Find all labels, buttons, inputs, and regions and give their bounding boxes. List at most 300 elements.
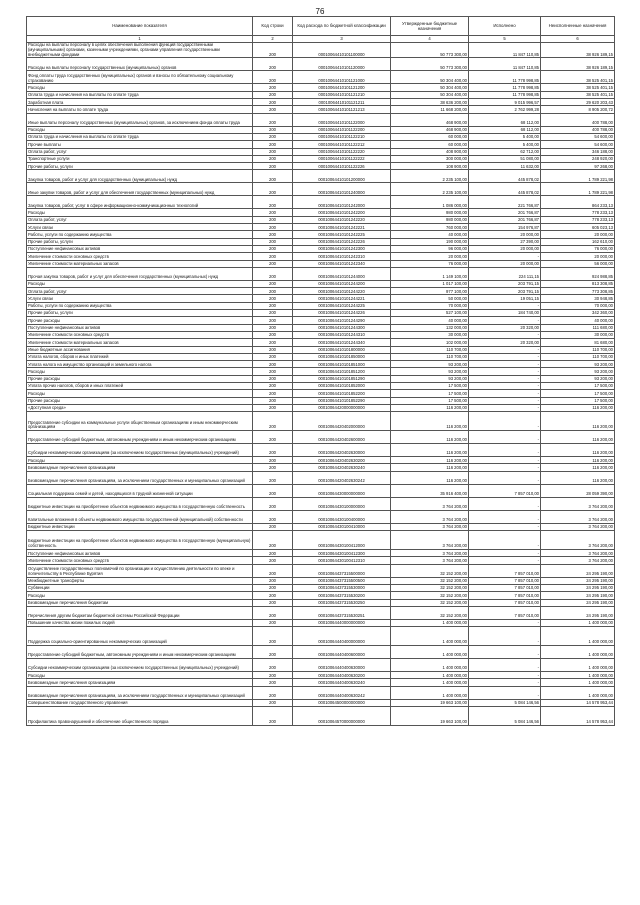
row-executed: - xyxy=(469,457,541,464)
row-remaining: 1 789 221,98 xyxy=(541,183,615,196)
row-approved: 50 000,00 xyxy=(391,295,469,302)
row-executed: - xyxy=(469,368,541,375)
row-approved: 17 500,00 xyxy=(391,382,469,389)
row-executed: - xyxy=(469,619,541,626)
row-remaining: 116 200,00 xyxy=(541,412,615,431)
row-approved: 76 000,00 xyxy=(391,260,469,267)
row-executed: 27 390,00 xyxy=(469,238,541,245)
row-classification-code: 00010064430000000000 xyxy=(293,484,391,497)
row-executed: - xyxy=(469,404,541,411)
row-executed: 7 857 010,00 xyxy=(469,577,541,584)
row-executed: - xyxy=(469,627,541,646)
row-executed: 5 400,00 xyxy=(469,133,541,140)
table-row xyxy=(27,196,615,209)
row-classification-code: 00010064410101242000 xyxy=(293,196,391,209)
row-remaining: 97 268,00 xyxy=(541,163,615,170)
budget-execution-table xyxy=(26,16,615,726)
table-row xyxy=(27,375,615,382)
row-classification-code: 00010064440400630242 xyxy=(293,686,391,699)
row-approved: 110 700,00 xyxy=(391,353,469,360)
row-approved: 2 235 100,00 xyxy=(391,183,469,196)
table-row xyxy=(27,324,615,331)
row-classification-code: 00010064410101122200 xyxy=(293,126,391,133)
row-approved: 32 152 200,00 xyxy=(391,592,469,599)
row-classification-code: 00010064410101122210 xyxy=(293,133,391,140)
row-name: Капитальные вложения в объекты недвижимого имущества государственной (муниципальной) собственности xyxy=(27,510,253,523)
row-executed: 51 080,00 xyxy=(469,155,541,162)
row-executed: - xyxy=(469,431,541,444)
table-row xyxy=(27,302,615,309)
row-executed: - xyxy=(469,382,541,389)
row-executed: - xyxy=(469,331,541,338)
row-name: Закупка товаров, работ, услуг в сфере информационно-коммуникационных технологий xyxy=(27,196,253,209)
table-row xyxy=(27,99,615,106)
row-remaining: 110 700,00 xyxy=(541,346,615,353)
row-remaining: 778 233,13 xyxy=(541,209,615,216)
row-classification-code: 00010064430100000000 xyxy=(293,497,391,510)
row-remaining: 1 400 000,00 xyxy=(541,679,615,686)
row-executed: 201 766,87 xyxy=(469,209,541,216)
row-line-code: 200 xyxy=(253,339,293,346)
row-name: Безвозмездные перечисления организациям, за исключением государственных и муниципальных организаций xyxy=(27,686,253,699)
row-classification-code: 00010064410101242225 xyxy=(293,231,391,238)
table-row xyxy=(27,280,615,287)
row-approved: 11 668 200,00 xyxy=(391,106,469,113)
row-name: Прочие работы, услуги xyxy=(27,310,253,317)
row-line-code: 200 xyxy=(253,209,293,216)
row-line-code: 200 xyxy=(253,606,293,619)
row-remaining: 1 400 000,00 xyxy=(541,646,615,659)
row-remaining: 924 988,85 xyxy=(541,267,615,280)
row-remaining: 30 000,00 xyxy=(541,331,615,338)
row-remaining: 76 000,00 xyxy=(541,245,615,252)
row-remaining: 38 926 189,15 xyxy=(541,43,615,58)
row-classification-code: 00010064437315530251 xyxy=(293,606,391,619)
table-row xyxy=(27,231,615,238)
row-classification-code: 00010064410101244290 xyxy=(293,317,391,324)
row-line-code: 200 xyxy=(253,699,293,706)
row-classification-code: 00010064410101242221 xyxy=(293,224,391,231)
row-approved: 32 152 200,00 xyxy=(391,564,469,577)
table-row xyxy=(27,346,615,353)
table-row xyxy=(27,126,615,133)
row-name: Иные бюджетные ассигнования xyxy=(27,346,253,353)
row-remaining: 17 500,00 xyxy=(541,390,615,397)
row-classification-code: 00010064410101122212 xyxy=(293,141,391,148)
row-approved: 1 400 000,00 xyxy=(391,627,469,646)
row-classification-code: 00010064440400630240 xyxy=(293,679,391,686)
row-approved: 40 000,00 xyxy=(391,231,469,238)
row-classification-code: 00010064437315500500 xyxy=(293,577,391,584)
row-line-code: 200 xyxy=(253,431,293,444)
row-line-code: 200 xyxy=(253,267,293,280)
row-line-code: 200 xyxy=(253,245,293,252)
row-executed: - xyxy=(469,253,541,260)
row-classification-code: 00010064430100412000 xyxy=(293,531,391,550)
table-row xyxy=(27,106,615,113)
row-classification-code: 00010064410101242200 xyxy=(293,209,391,216)
row-executed: 5 084 146,56 xyxy=(469,707,541,726)
row-approved: 32 152 200,00 xyxy=(391,577,469,584)
row-remaining: 813 308,85 xyxy=(541,280,615,287)
row-approved: 102 000,00 xyxy=(391,339,469,346)
row-approved: 17 500,00 xyxy=(391,397,469,404)
row-line-code: 200 xyxy=(253,659,293,672)
row-executed: 7 857 010,00 xyxy=(469,606,541,619)
row-line-code: 200 xyxy=(253,295,293,302)
row-executed: - xyxy=(469,686,541,699)
row-executed: - xyxy=(469,317,541,324)
table-row xyxy=(27,592,615,599)
row-executed: 7 857 010,00 xyxy=(469,592,541,599)
row-approved: 190 000,00 xyxy=(391,238,469,245)
row-approved: 93 200,00 xyxy=(391,368,469,375)
row-classification-code: 00010064410101244220 xyxy=(293,288,391,295)
table-body xyxy=(27,43,615,726)
row-classification-code: 00010064410101800000 xyxy=(293,346,391,353)
row-executed: 19 051,15 xyxy=(469,295,541,302)
row-approved: 980 000,00 xyxy=(391,209,469,216)
row-approved: 19 663 100,00 xyxy=(391,699,469,706)
table-row xyxy=(27,382,615,389)
table-row xyxy=(27,497,615,510)
row-remaining: 116 200,00 xyxy=(541,457,615,464)
row-classification-code: 00010064437315530200 xyxy=(293,592,391,599)
row-remaining: 111 680,00 xyxy=(541,324,615,331)
table-row xyxy=(27,163,615,170)
row-approved: 30 000,00 xyxy=(391,331,469,338)
row-name: Прочие работы, услуги xyxy=(27,163,253,170)
row-classification-code: 00010064437315530250 xyxy=(293,599,391,606)
row-line-code: 200 xyxy=(253,619,293,626)
row-line-code: 200 xyxy=(253,317,293,324)
row-approved: 1 086 000,00 xyxy=(391,196,469,209)
row-classification-code: 00010064410101244221 xyxy=(293,295,391,302)
row-line-code: 200 xyxy=(253,368,293,375)
row-name: Совершенствование государственного управления xyxy=(27,699,253,706)
table-row xyxy=(27,404,615,411)
row-name: Поддержка социально-ориентированных некоммерческих организаций xyxy=(27,627,253,646)
row-executed: 7 857 010,00 xyxy=(469,484,541,497)
row-executed: 221 766,87 xyxy=(469,196,541,209)
row-name: Прочие выплаты xyxy=(27,141,253,148)
row-line-code: 200 xyxy=(253,577,293,584)
row-remaining: 248 920,00 xyxy=(541,155,615,162)
table-row xyxy=(27,390,615,397)
table-row xyxy=(27,550,615,557)
header-approved: Утвержденные бюджетные назначения xyxy=(391,17,469,36)
row-approved: 108 900,00 xyxy=(391,163,469,170)
row-approved: 3 764 200,00 xyxy=(391,531,469,550)
table-row xyxy=(27,113,615,126)
row-name: Оплата работ, услуг xyxy=(27,216,253,223)
row-remaining: 110 700,00 xyxy=(541,353,615,360)
row-name: Работы, услуги по содержанию имущества xyxy=(27,231,253,238)
row-name: Расходы на выплаты персоналу в целях обеспечения выполнения функций государственными (муниципальными) органами, казенными учреждениями, органами управления государственными внебюджетными фондами xyxy=(27,43,253,58)
table-row xyxy=(27,523,615,530)
column-number: 3 xyxy=(293,36,391,43)
row-line-code: 200 xyxy=(253,163,293,170)
row-executed: 445 878,02 xyxy=(469,183,541,196)
row-remaining: 81 680,00 xyxy=(541,339,615,346)
table-row xyxy=(27,397,615,404)
row-executed: 203 791,15 xyxy=(469,280,541,287)
row-name: Межбюджетные трансферты xyxy=(27,577,253,584)
row-remaining: 1 400 000,00 xyxy=(541,627,615,646)
row-approved: 116 200,00 xyxy=(391,444,469,457)
row-executed: - xyxy=(469,531,541,550)
row-executed: - xyxy=(469,659,541,672)
row-executed: 11 778 998,85 xyxy=(469,84,541,91)
row-remaining: 38 525 401,15 xyxy=(541,71,615,84)
row-approved: 3 764 200,00 xyxy=(391,510,469,523)
row-line-code: 200 xyxy=(253,331,293,338)
row-line-code: 200 xyxy=(253,260,293,267)
row-line-code: 200 xyxy=(253,457,293,464)
row-executed: 184 740,00 xyxy=(469,310,541,317)
row-line-code: 200 xyxy=(253,43,293,58)
row-remaining: 20 000,00 xyxy=(541,231,615,238)
row-line-code: 200 xyxy=(253,550,293,557)
row-classification-code: 00010064410101242220 xyxy=(293,216,391,223)
row-approved: 50 304 400,00 xyxy=(391,84,469,91)
table-row xyxy=(27,464,615,471)
row-remaining: 342 360,00 xyxy=(541,310,615,317)
row-approved: 3 764 200,00 xyxy=(391,497,469,510)
row-line-code: 200 xyxy=(253,672,293,679)
table-row xyxy=(27,361,615,368)
row-line-code: 200 xyxy=(253,464,293,471)
row-line-code: 200 xyxy=(253,346,293,353)
row-name: Оплата труда и начисления на выплаты по оплате труда xyxy=(27,91,253,98)
row-classification-code: 00010064410101122000 xyxy=(293,113,391,126)
row-approved: 50 773 300,00 xyxy=(391,58,469,71)
row-classification-code: 00010064410101244300 xyxy=(293,324,391,331)
row-approved: 110 700,00 xyxy=(391,346,469,353)
row-line-code: 200 xyxy=(253,564,293,577)
row-line-code: 200 xyxy=(253,531,293,550)
row-classification-code: 00010064410101100000 xyxy=(293,43,391,58)
row-name: Субвенции xyxy=(27,584,253,591)
row-line-code: 200 xyxy=(253,148,293,155)
row-name: Увеличение стоимости основных средств xyxy=(27,253,253,260)
row-approved: 116 200,00 xyxy=(391,412,469,431)
row-remaining: 24 295 190,00 xyxy=(541,584,615,591)
row-approved: 116 200,00 xyxy=(391,404,469,411)
row-name: Прочие расходы xyxy=(27,397,253,404)
row-remaining: 3 764 200,00 xyxy=(541,523,615,530)
row-line-code: 200 xyxy=(253,361,293,368)
row-name: Субсидии некоммерческим организациям (за исключением государственных (муниципальных) учреждений) xyxy=(27,444,253,457)
table-row xyxy=(27,557,615,564)
row-classification-code: 00010064410101244226 xyxy=(293,310,391,317)
row-line-code: 200 xyxy=(253,231,293,238)
column-number-row xyxy=(27,36,615,43)
row-remaining: 30 948,85 xyxy=(541,295,615,302)
table-row xyxy=(27,224,615,231)
row-executed: - xyxy=(469,390,541,397)
row-line-code: 200 xyxy=(253,310,293,317)
row-remaining: 3 764 200,00 xyxy=(541,550,615,557)
row-approved: 17 500,00 xyxy=(391,390,469,397)
table-row xyxy=(27,577,615,584)
table-row xyxy=(27,510,615,523)
row-name: Расходы на выплаты персоналу государственных (муниципальных) органов xyxy=(27,58,253,71)
row-classification-code: 00010064430100412300 xyxy=(293,550,391,557)
row-approved: 3 764 200,00 xyxy=(391,523,469,530)
row-name: Оплата труда и начисления на выплаты по оплате труда xyxy=(27,133,253,140)
row-name: Прочие работы, услуги xyxy=(27,238,253,245)
table-row xyxy=(27,170,615,183)
row-line-code: 200 xyxy=(253,584,293,591)
table-row xyxy=(27,599,615,606)
row-name: Предоставление субсидий бюджетным, автономным учреждениям и иным некоммерческим организациям xyxy=(27,431,253,444)
row-approved: 408 900,00 xyxy=(391,148,469,155)
table-row xyxy=(27,679,615,686)
row-approved: 468 900,00 xyxy=(391,113,469,126)
table-row xyxy=(27,133,615,140)
row-line-code: 200 xyxy=(253,155,293,162)
row-classification-code: 00010064420402630240 xyxy=(293,464,391,471)
row-remaining: 24 295 190,00 xyxy=(541,577,615,584)
row-line-code: 200 xyxy=(253,471,293,484)
row-name: Прочие расходы xyxy=(27,317,253,324)
row-remaining: 346 188,00 xyxy=(541,148,615,155)
row-approved: 60 000,00 xyxy=(391,141,469,148)
row-remaining: 864 233,13 xyxy=(541,196,615,209)
row-executed: 7 857 010,00 xyxy=(469,564,541,577)
page-number: 76 xyxy=(315,7,325,16)
table-row xyxy=(27,155,615,162)
row-approved: 32 152 200,00 xyxy=(391,599,469,606)
table-row xyxy=(27,484,615,497)
table-row xyxy=(27,84,615,91)
row-approved: 38 636 200,00 xyxy=(391,99,469,106)
row-remaining: 38 525 401,15 xyxy=(541,84,615,91)
row-name: Закупка товаров, работ и услуг для государственных (муниципальных) нужд xyxy=(27,170,253,183)
table-row xyxy=(27,619,615,626)
table-row xyxy=(27,209,615,216)
row-executed: - xyxy=(469,302,541,309)
row-remaining: 605 023,13 xyxy=(541,224,615,231)
table-row xyxy=(27,584,615,591)
row-classification-code: 00010064440400000000 xyxy=(293,627,391,646)
row-remaining: 116 200,00 xyxy=(541,431,615,444)
row-name: «Доступная среда» xyxy=(27,404,253,411)
row-classification-code: 00010064410101240000 xyxy=(293,183,391,196)
row-line-code: 200 xyxy=(253,224,293,231)
row-classification-code: 00010064410101242226 xyxy=(293,238,391,245)
row-name: Уплата налога на имущество организаций и земельного налога xyxy=(27,361,253,368)
row-executed: - xyxy=(469,464,541,471)
row-line-code: 200 xyxy=(253,253,293,260)
row-name: Расходы xyxy=(27,390,253,397)
row-remaining: 54 600,00 xyxy=(541,133,615,140)
row-classification-code: 00010064440000000000 xyxy=(293,619,391,626)
row-approved: 527 100,00 xyxy=(391,310,469,317)
table-row xyxy=(27,183,615,196)
row-name: Заработная плата xyxy=(27,99,253,106)
row-name: Бюджетные инвестиции xyxy=(27,523,253,530)
row-approved: 32 152 200,00 xyxy=(391,584,469,591)
row-name: Оплата работ, услуг xyxy=(27,148,253,155)
header-indicator-name: Наименование показателя xyxy=(27,17,253,36)
row-approved: 1 400 000,00 xyxy=(391,679,469,686)
row-executed: - xyxy=(469,444,541,457)
row-executed: 20 320,00 xyxy=(469,339,541,346)
row-name: Уплата прочих налогов, сборов и иных платежей xyxy=(27,382,253,389)
row-classification-code: 00010064410101122226 xyxy=(293,163,391,170)
table-row xyxy=(27,412,615,431)
row-remaining: 778 233,13 xyxy=(541,216,615,223)
row-name: Предоставление субсидий бюджетным, автономным учреждениям и иным некоммерческим организациям xyxy=(27,646,253,659)
table-row xyxy=(27,606,615,619)
row-classification-code: 00010064410101244225 xyxy=(293,302,391,309)
row-name: Увеличение стоимости основных средств xyxy=(27,557,253,564)
row-classification-code: 00010064410101122220 xyxy=(293,148,391,155)
row-name: Безвозмездные перечисления организациям xyxy=(27,464,253,471)
row-approved: 977 100,00 xyxy=(391,288,469,295)
row-remaining: 17 500,00 xyxy=(541,382,615,389)
row-classification-code: 00010064410101850000 xyxy=(293,353,391,360)
row-approved: 70 000,00 xyxy=(391,302,469,309)
row-approved: 1 149 100,00 xyxy=(391,267,469,280)
row-classification-code: 00010064420402600000 xyxy=(293,431,391,444)
row-executed: 201 766,87 xyxy=(469,216,541,223)
row-executed: 445 878,02 xyxy=(469,170,541,183)
row-classification-code: 00010064410101121210 xyxy=(293,91,391,98)
table-row xyxy=(27,91,615,98)
row-executed: 68 112,00 xyxy=(469,126,541,133)
row-approved: 760 000,00 xyxy=(391,224,469,231)
row-line-code: 200 xyxy=(253,170,293,183)
column-number: 6 xyxy=(541,36,615,43)
table-row xyxy=(27,253,615,260)
row-classification-code: 00010064420402630000 xyxy=(293,444,391,457)
row-line-code: 200 xyxy=(253,113,293,126)
row-classification-code: 00010064440400600000 xyxy=(293,646,391,659)
row-classification-code: 00010064437315500000 xyxy=(293,564,391,577)
row-executed: - xyxy=(469,523,541,530)
row-executed: 5 084 146,56 xyxy=(469,699,541,706)
row-approved: 116 200,00 xyxy=(391,471,469,484)
table-row xyxy=(27,238,615,245)
row-remaining: 38 525 401,15 xyxy=(541,91,615,98)
row-name: Расходы xyxy=(27,84,253,91)
header-row xyxy=(27,17,615,36)
table-row xyxy=(27,444,615,457)
row-classification-code: 00010064410101852290 xyxy=(293,397,391,404)
row-approved: 35 916 400,00 xyxy=(391,484,469,497)
row-line-code: 200 xyxy=(253,196,293,209)
row-line-code: 200 xyxy=(253,183,293,196)
row-name: Прочая закупка товаров, работ и услуг для обеспечения государственных (муниципальных) нужд xyxy=(27,267,253,280)
row-executed: 20 320,00 xyxy=(469,324,541,331)
row-classification-code: 00010064440400630200 xyxy=(293,672,391,679)
row-classification-code: 00010064410101120000 xyxy=(293,58,391,71)
row-remaining: 56 000,00 xyxy=(541,260,615,267)
row-name: Осуществление государственных полномочий по организации и осуществлению деятельности по опеке и попечительству в Республике Бурятия xyxy=(27,564,253,577)
row-executed: 11 847 110,85 xyxy=(469,58,541,71)
row-approved: 50 773 300,00 xyxy=(391,43,469,58)
row-remaining: 17 500,00 xyxy=(541,397,615,404)
row-name: Увеличение стоимости основных средств xyxy=(27,331,253,338)
row-executed: - xyxy=(469,646,541,659)
row-remaining: 24 295 190,00 xyxy=(541,606,615,619)
row-classification-code: 00010064410101242340 xyxy=(293,260,391,267)
row-classification-code: 00010064410101244000 xyxy=(293,267,391,280)
row-line-code: 200 xyxy=(253,238,293,245)
